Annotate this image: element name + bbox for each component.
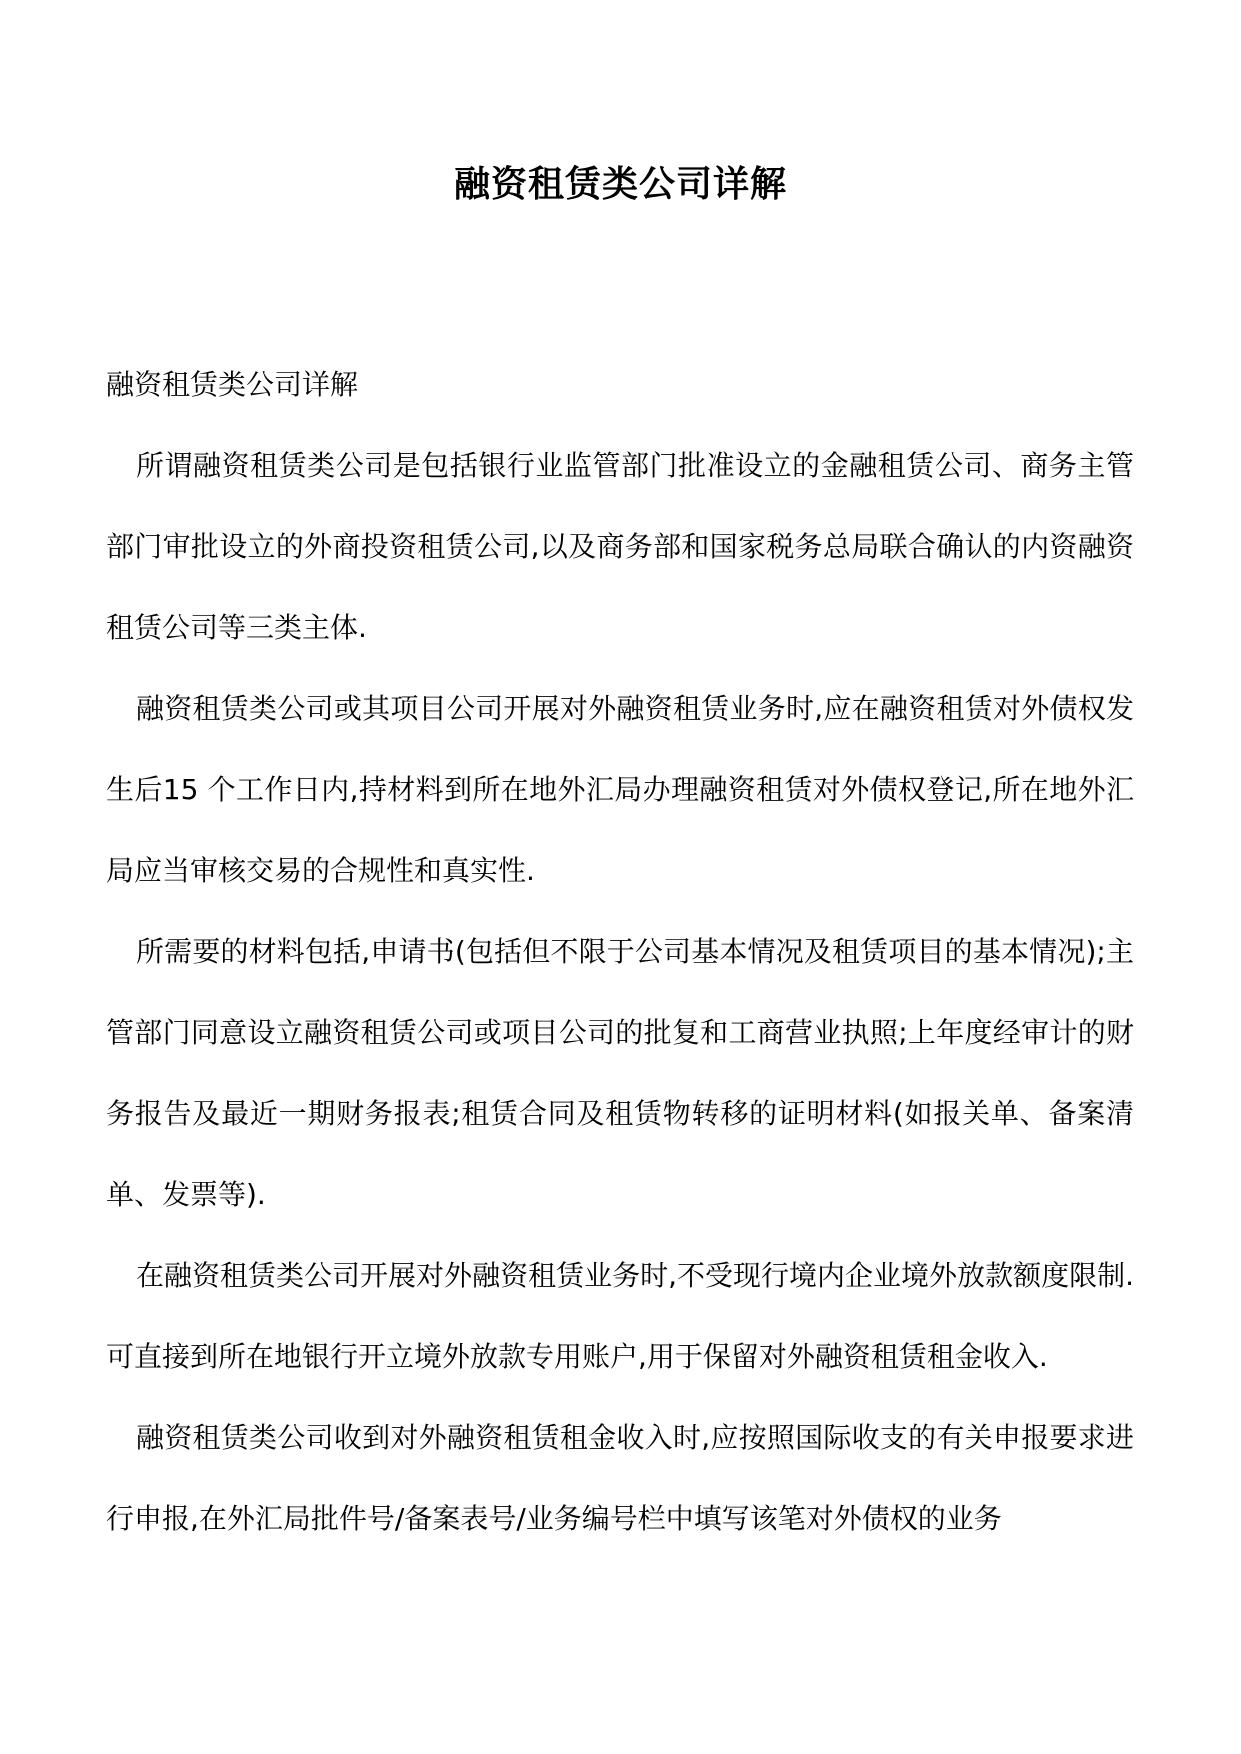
document-body (106, 344, 1134, 1559)
document-subtitle: 融资租赁类公司详解 (106, 368, 359, 401)
document-title: 融资租赁类公司详解 (453, 163, 787, 205)
paragraph: 在融资租赁类公司开展对外融资租赁业务时,不受现行境内企业境外放款额度限制.可直接到所在地银行开立境外放款专用账户,用于保留对外融资租赁租金收入. (106, 1259, 1134, 1373)
paragraph: 所需要的材料包括,申请书(包括但不限于公司基本情况及租赁项目的基本情况);主管部门同意设立融资租赁公司或项目公司的批复和工商营业执照;上年度经审计的财务报告及最近一期财务报表;租赁合同及租赁物转移的证明材料(如报关单、备案清单、发票等). (106, 935, 1134, 1211)
paragraph: 融资租赁类公司收到对外融资租赁租金收入时,应按照国际收支的有关申报要求进行申报,在外汇局批件号/备案表号/业务编号栏中填写该笔对外债权的业务 (106, 1421, 1134, 1535)
paragraph: 融资租赁类公司或其项目公司开展对外融资租赁业务时,应在融资租赁对外债权发生后15 个工作日内,持材料到所在地外汇局办理融资租赁对外债权登记,所在地外汇局应当审核交易的合规性和真实性. (106, 692, 1134, 887)
paragraph: 所谓融资租赁类公司是包括银行业监管部门批准设立的金融租赁公司、商务主管部门审批设立的外商投资租赁公司,以及商务部和国家税务总局联合确认的内资融资租赁公司等三类主体. (106, 449, 1134, 644)
